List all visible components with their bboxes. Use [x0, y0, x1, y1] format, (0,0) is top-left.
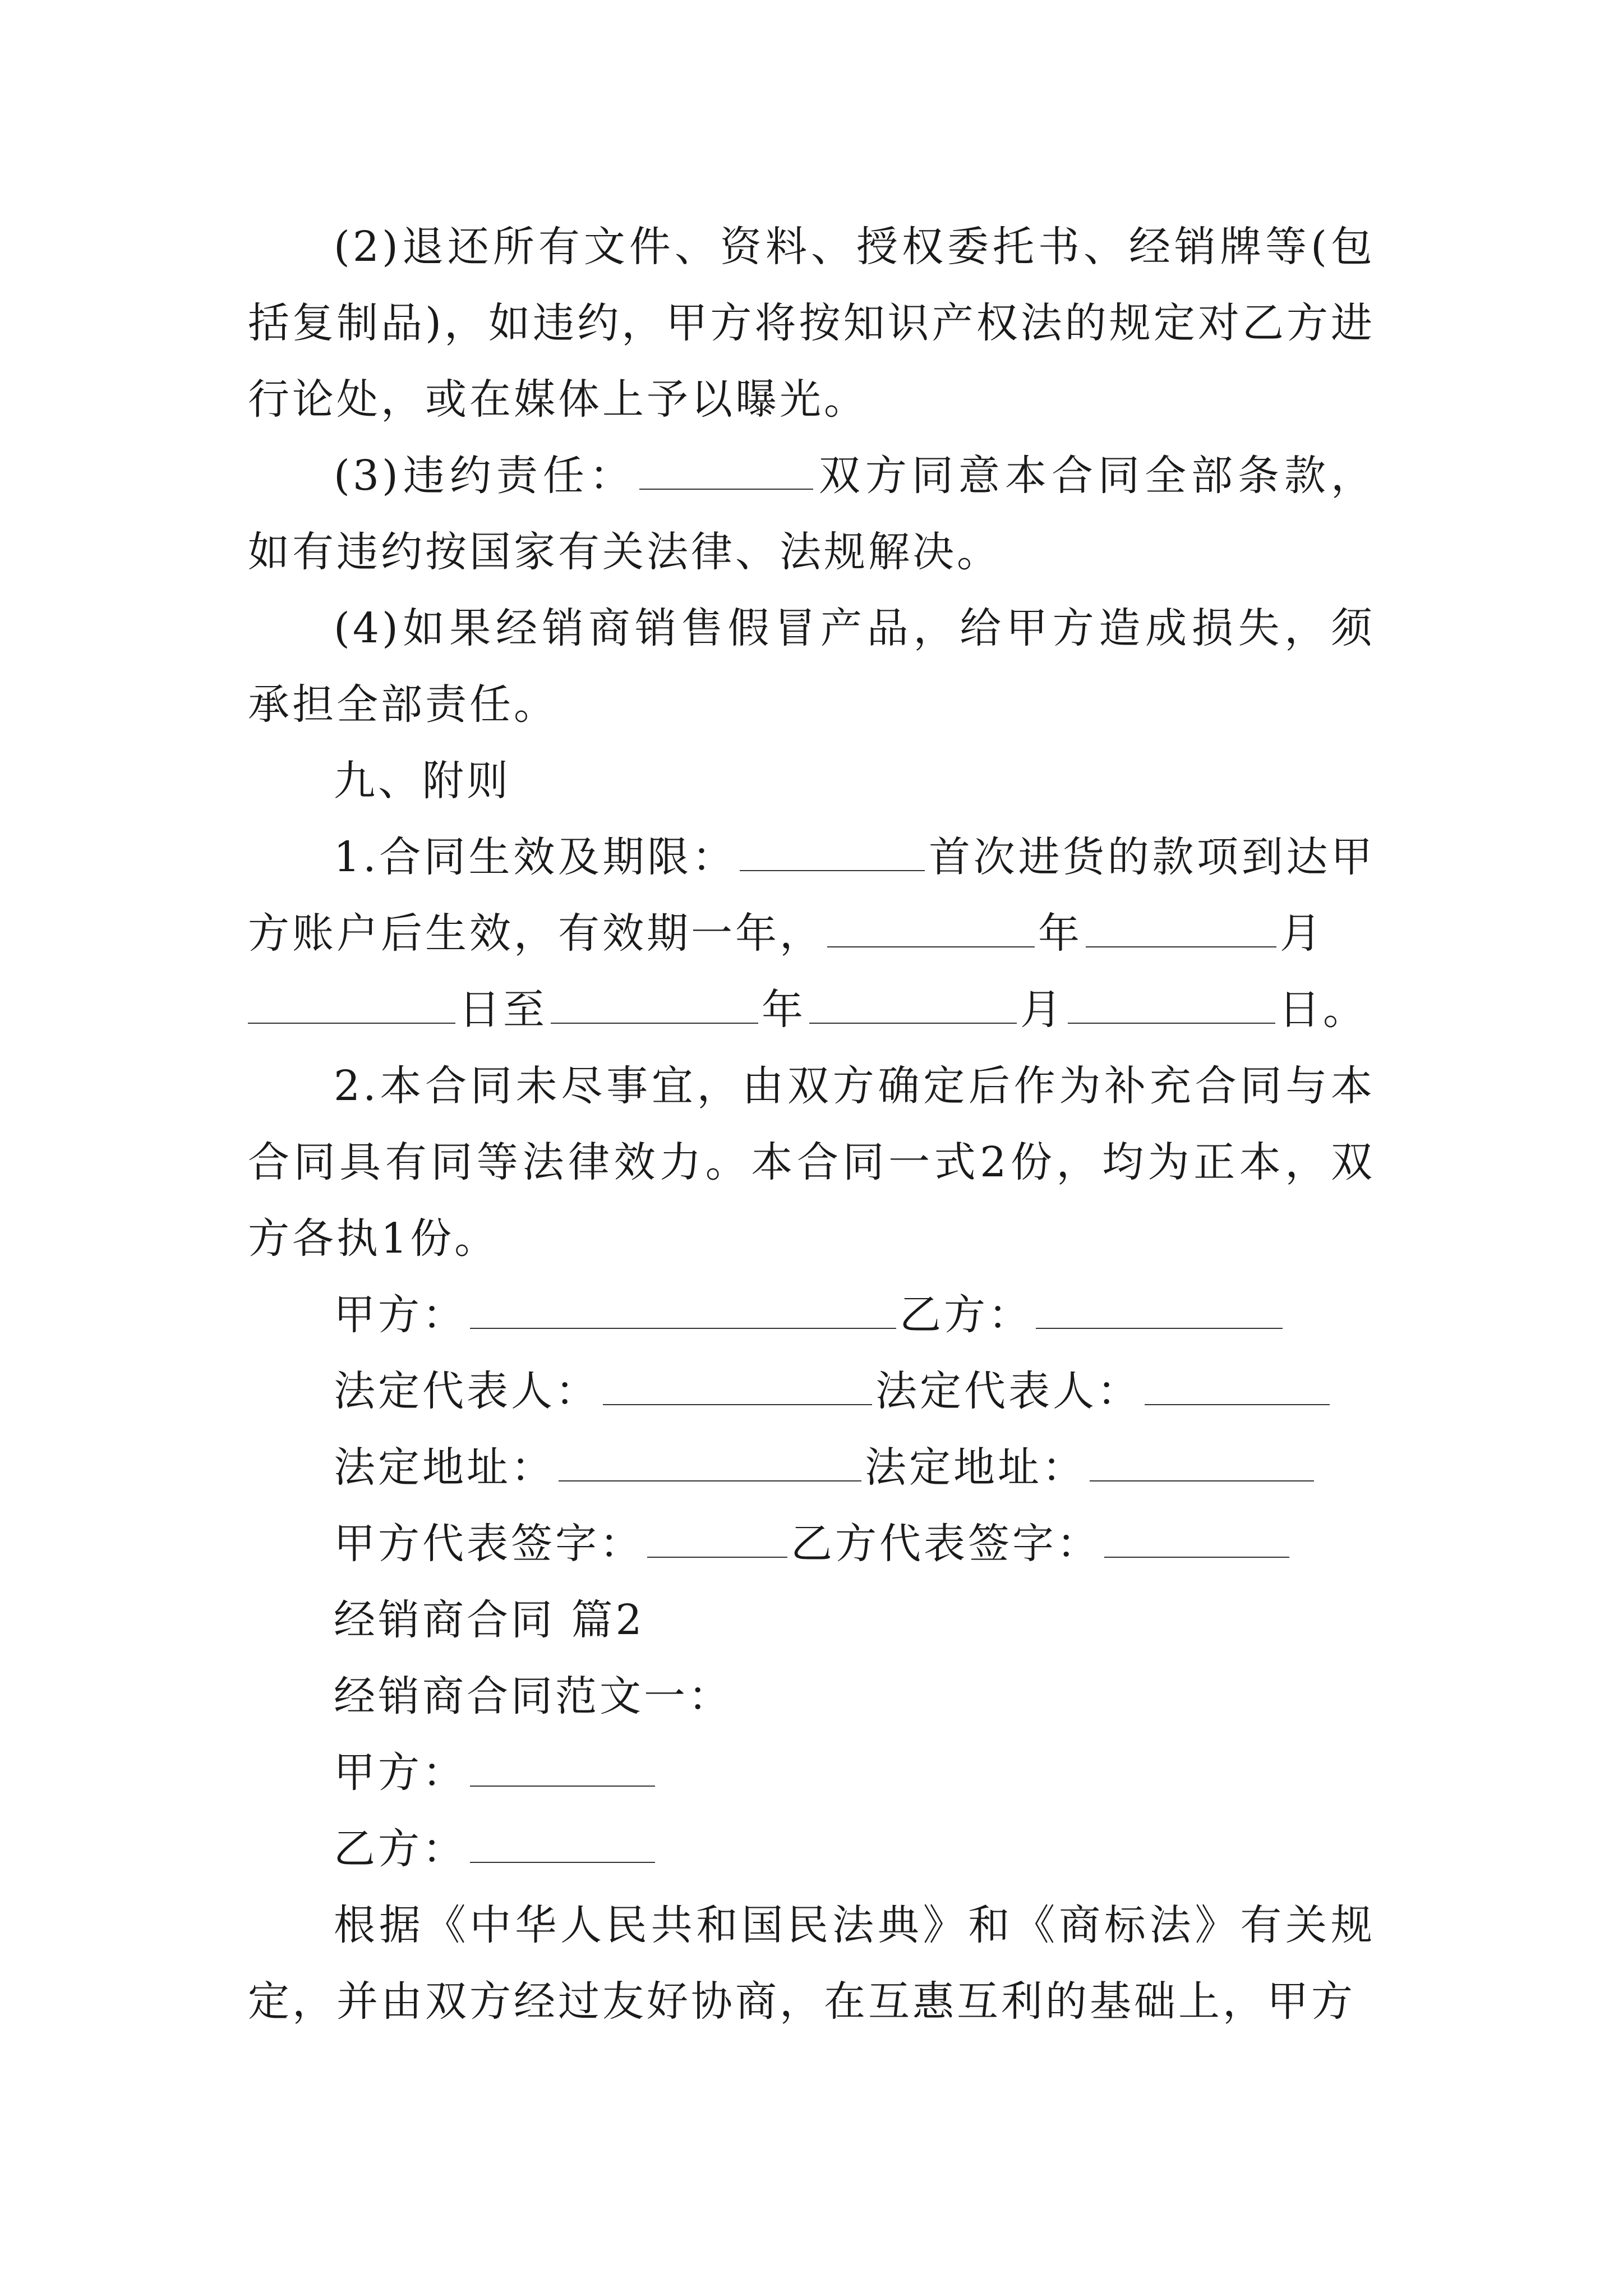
clause-8-3-label: (3)违约责任： — [334, 452, 636, 500]
legal-addr-a-label: 法定地址： — [334, 1443, 555, 1492]
sign-b-blank — [1104, 1536, 1289, 1558]
month-label: 月 — [1020, 986, 1064, 1034]
sign-b-label: 乙方代表签字： — [791, 1520, 1101, 1568]
sign-a-blank — [647, 1536, 787, 1558]
blank-line — [1068, 1002, 1275, 1024]
legal-addr-b-label: 法定地址： — [865, 1443, 1086, 1492]
clause-8-3-text: 双方同意本合同全部条款，如有违约按国家有关法律、法规解决。 — [248, 452, 1376, 576]
legal-addr-b-blank — [1090, 1460, 1314, 1481]
clause-9-2: 2.本合同未尽事宜，由双方确定后作为补充合同与本合同具有同等法律效力。本合同一式2份，均为正本，双方各执1份。 — [248, 1062, 1375, 1263]
blank-line — [827, 926, 1035, 947]
legal-addr-a-blank — [559, 1460, 861, 1481]
legal-rep-a-label: 法定代表人： — [334, 1367, 600, 1415]
section-9-heading: 九、附则 — [334, 757, 511, 805]
clause-8-2: (2)退还所有文件、资料、授权委托书、经销牌等(包括复制品)，如违约，甲方将按知识产权法的规定对乙方进行论处，或在媒体上予以曝光。 — [248, 223, 1375, 424]
blank-line — [809, 1002, 1017, 1024]
party-a-2-row — [334, 1734, 658, 1811]
clause-8-3 — [248, 438, 1375, 590]
signature-row — [334, 1506, 1293, 1582]
blank-line — [248, 1002, 455, 1024]
legal-addr-row — [334, 1429, 1317, 1506]
blank-line — [1086, 926, 1276, 947]
intro-paragraph: 根据《中华人民共和国民法典》和《商标法》有关规定，并由双方经过友好协商，在互惠互利的基础上，甲方 — [248, 1901, 1375, 2026]
clause-9-1 — [248, 819, 1375, 972]
contract-2-title: 经销商合同 篇2 — [334, 1596, 645, 1644]
clause-9-1-label: 1.合同生效及期限： — [334, 833, 737, 881]
party-a-2-label: 甲方： — [334, 1749, 467, 1797]
party-a-blank — [470, 1307, 896, 1329]
sign-a-label: 甲方代表签字： — [334, 1520, 644, 1568]
clause-9-1-text: 首次进货的款项到达甲方账户后生效，有效期一年， — [248, 833, 1376, 958]
blank-line — [639, 468, 813, 490]
clause-8-4: (4)如果经销商销售假冒产品，给甲方造成损失，须承担全部责任。 — [248, 604, 1375, 729]
party-b-label: 乙方： — [900, 1291, 1032, 1339]
legal-rep-row — [334, 1353, 1333, 1429]
legal-rep-b-label: 法定代表人： — [875, 1367, 1141, 1415]
party-row — [334, 1277, 1286, 1353]
legal-rep-a-blank — [603, 1383, 872, 1405]
party-a-label: 甲方： — [334, 1291, 467, 1339]
legal-rep-b-blank — [1145, 1383, 1330, 1405]
party-a-2-blank — [470, 1765, 655, 1787]
validity-dates — [248, 972, 1367, 1048]
day-to-label: 日至 — [459, 986, 547, 1034]
party-b-2-row — [334, 1811, 658, 1887]
day-label: 日。 — [1279, 986, 1367, 1034]
party-b-2-label: 乙方： — [334, 1825, 467, 1873]
year-label: 年 — [1038, 909, 1082, 958]
sample-title: 经销商合同范文一： — [334, 1672, 732, 1720]
month-label: 月 — [1280, 909, 1324, 958]
year-label: 年 — [762, 986, 806, 1034]
blank-line — [740, 849, 925, 871]
party-b-blank — [1036, 1307, 1283, 1329]
blank-line — [551, 1002, 758, 1024]
party-b-2-blank — [470, 1841, 655, 1863]
